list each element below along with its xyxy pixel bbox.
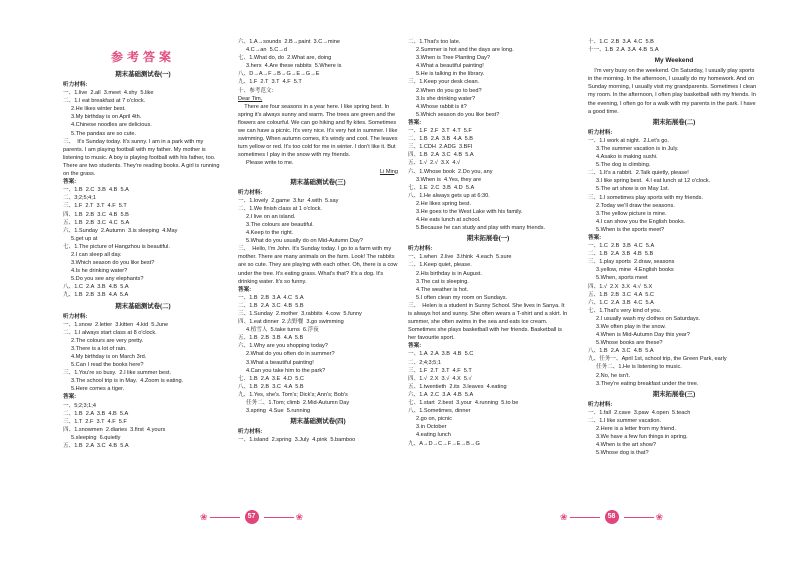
- answer-line: I'm very busy on the weekend. On Saturday, I usually play sports in the morning. In the afternoon, I usually do my homework. And on Sunday morning, I usually visit my grandparents. Sometimes I clean my room. In the afternoon, I often play basketball with my friends. In the evening, I often go for a walk with my parents in the park. I have a good time.: [588, 68, 758, 115]
- answer-line: 二、2;4;3;5;1: [408, 359, 441, 366]
- answer-line: 二、1.We finish class at 1 o'clock.: [238, 205, 322, 212]
- answer-line: 一、1.F 2.F 3.T 4.T 5.F: [408, 128, 472, 135]
- answer-line: 十一、1.B 2.A 3.A 4.B 5.A: [588, 47, 659, 54]
- answer-line: 九、任务一、April 1st, school trip, the Green Park, early: [588, 356, 727, 363]
- answer-line: 二、1.I eat breakfast at 7 o'clock.: [63, 98, 146, 105]
- answer-line: 七、1.That's very kind of you.: [588, 307, 662, 314]
- answer-line: 二、1.I always start class at 8 o'clock.: [63, 329, 157, 336]
- answer-line: 5.Whose dog is that?: [596, 450, 649, 457]
- section-title: 期末拓展卷(二): [652, 118, 696, 126]
- answer-line: 十、1.C 2.B 3.A 4.C 5.B: [588, 39, 654, 45]
- answer-line: 七、1.E 2.C 3.B 4.D 5.A: [408, 184, 475, 191]
- answer-line: 五、1.B 2.A 3.C 4.B 5.A: [63, 443, 129, 450]
- answer-line: 九、1.F 2.T 3.T 4.F 5.T: [238, 79, 302, 86]
- answer-line: 5.Do you see any elephants?: [71, 276, 144, 283]
- answer-line: 4.When is Mid-Autumn Day this year?: [596, 332, 690, 339]
- answer-line: 三、1.T 2.F 3.T 4.F 5.F: [63, 418, 127, 425]
- answer-line: 九、1.Yes, she's. Tom's; Dick's; Ann's; Bob's: [238, 391, 348, 398]
- answer-line: 八、1.Sometimes, dinner: [408, 408, 471, 415]
- answer-line: 4.Can you take him to the park?: [246, 367, 326, 374]
- answer-line: 4.Is he drinking water?: [71, 268, 128, 275]
- footer-right: [560, 510, 663, 524]
- answer-line: 七、1.The picture of Hangzhou is beautiful.: [63, 243, 170, 250]
- answer-line: 3.spring 4.Sue 5.running: [246, 408, 311, 415]
- answer-line: 3.The cat is sleeping.: [416, 278, 469, 285]
- answer-line: 3.Is she drinking water?: [416, 95, 476, 102]
- vine-decoration: [624, 517, 654, 518]
- subheading: 答案:: [588, 234, 602, 241]
- answer-line: 2.go on, picnic: [416, 416, 453, 423]
- page-title: 参考答案: [110, 50, 175, 64]
- answer-line: 3.hers 4.Are these rabbits 5.Where is: [246, 63, 342, 70]
- answer-line: 3.They're eating breakfast under the tree.: [596, 380, 699, 387]
- answer-line: 4.Whose rabbit is it?: [416, 103, 467, 110]
- answer-line: 3.He goes to the West Lake with his family.: [416, 208, 523, 215]
- answer-line: 5.When, sports meet: [596, 275, 648, 282]
- answer-line: 2.I can sleep all day.: [71, 251, 122, 258]
- answer-line: 2.I live on an island.: [246, 213, 296, 220]
- answer-line: 4.Chinese noodles are delicious.: [71, 122, 152, 129]
- answer-line: 二、3;2;5;4;1: [63, 195, 96, 202]
- answer-line: 一、1.lovely 2.game 3.fur 4.with 5.say: [238, 197, 339, 204]
- answer-line: 三、1.F 2.T 3.T 4.F 5.T: [408, 367, 472, 374]
- answer-line: 三、1.CDH 2.ADG 3.BFI: [408, 144, 473, 151]
- answer-line: 3.The colours are beautiful.: [246, 221, 314, 228]
- answer-line: 4.My birthday is on March 3rd.: [71, 354, 147, 360]
- essay-title: My Weekend: [654, 57, 694, 65]
- section-title: 期末基础测试卷(二): [115, 302, 171, 310]
- answer-line: 2.When do you go to bed?: [416, 87, 482, 94]
- answer-line: 3.We have a few fun things in spring.: [596, 434, 688, 441]
- answer-line: 一、1.fall 2.cave 3.paw 4.open 5.teach: [588, 409, 691, 416]
- answer-line: 5.The pandas are so cute.: [71, 130, 136, 137]
- answer-line: 六、1.A→sounds 2.B→paint 3.C→mine: [238, 39, 340, 45]
- answer-line: 5.get up at: [71, 235, 98, 242]
- answer-line: There are four seasons in a year here. I like spring best. In spring it's always sunny and warm. The trees are green and the flowers are colourful. We can go hiking and fly kites. Sometimes we can have a picnic. It's very nice. It's very hot in summer. I like swimming. When autumn comes, it's windy and cool. The leaves turn yellow or red. It's too cold for me in winter. I don't like it. But sometimes I play in the snow with my friends.: [238, 103, 400, 159]
- answer-line: 一、1.when 2.live 3.think 4.each 5.sure: [408, 254, 512, 261]
- answer-line: 一、1.I work at night. 2.Let's go.: [588, 137, 669, 144]
- subheading: 答案:: [63, 394, 77, 401]
- answer-line: 一、1.live 2.all 3.meet 4.shy 5.like: [63, 90, 154, 97]
- answer-line: 5.Whose books are these?: [596, 340, 663, 347]
- answer-line: 二、1.Keep quiet, please.: [408, 262, 472, 269]
- answer-line: 5.Can I read the books here?: [71, 362, 144, 369]
- answer-line: 七、1.start 2.best 3.your 4.running 5.to be: [408, 400, 519, 407]
- column-3: [408, 38, 568, 448]
- answer-line: 5.I often clean my room on Sundays.: [416, 294, 508, 301]
- answer-line: 五、1.B 2.B 3.C 4.C 5.A: [63, 219, 130, 226]
- answer-line: 5.The art show is on May 1st.: [596, 186, 670, 193]
- column-2: [238, 38, 398, 444]
- answer-line: 八、1.B 2.B 3.C 4.A 5.B: [238, 383, 304, 390]
- answer-line: 2.His birthday is in August.: [416, 270, 482, 277]
- answer-line: 四、1.B 2.B 3.C 4.B 5.B: [63, 211, 129, 218]
- answer-line: 二、1.B 2.A 3.B 4.B 5.B: [588, 251, 654, 258]
- page-number-right: 58: [605, 510, 619, 524]
- answer-line: 2.Here is a letter from my friend.: [596, 426, 676, 433]
- answer-line: 5.sleeping 6.quietly: [71, 434, 121, 441]
- answer-line: 2.The colours are very pretty.: [71, 337, 144, 344]
- answer-line: 3.in October: [416, 424, 447, 431]
- answer-line: 3.There is a lot of rain.: [71, 345, 127, 352]
- answer-line: 3.When is 4.Yes, they are: [416, 176, 482, 183]
- answer-line: 二、1.It's a rabbit. 2.Talk quietly, please!: [588, 170, 689, 177]
- flower-icon: ❀: [655, 512, 664, 522]
- answer-line: 一、1.B 2.C 3.B 4.B 5.A: [63, 187, 129, 194]
- answer-line: 4.eating lunch: [416, 432, 451, 439]
- answer-line: 一、1.B 2.B 3.A 4.C 5.A: [238, 294, 304, 301]
- answer-line: 3.When is Tree Planting Day?: [416, 55, 490, 62]
- answer-line: 一、5;2;3;1;4: [63, 402, 96, 409]
- vine-decoration: [264, 517, 294, 518]
- footer-left: [200, 510, 303, 524]
- answer-line: 二、1.I like summer vacation.: [588, 417, 662, 424]
- subheading: 听力材料:: [588, 401, 613, 408]
- subheading: 听力材料:: [588, 129, 613, 136]
- answer-line: 一、1.island 2.spring 3.July 4.pink 5.bamboo: [238, 437, 356, 444]
- answer-line: 九、1.B 2.B 3.B 4.A 5.A: [63, 292, 129, 299]
- answer-line: 3.The summer vacation is in July.: [596, 145, 679, 152]
- flower-icon: ❀: [560, 512, 568, 522]
- answer-line: 3.yellow, mine 4.English books: [596, 267, 674, 274]
- answer-line: 四、1.eat dinner 2.去野餐 3.go swimming: [238, 319, 344, 326]
- answer-line: 2.What do you often do in summer?: [246, 351, 335, 358]
- subheading: 答案:: [63, 179, 77, 186]
- answer-line: 三、1.You're so busy. 2.I like summer best.: [63, 370, 172, 377]
- answer-line: 4.C→an 5.C→d: [246, 47, 288, 54]
- subheading: 听力材料:: [238, 429, 263, 436]
- subheading: 答案:: [238, 286, 252, 293]
- answer-line: 2.I usually wash my clothes on Saturdays.: [596, 315, 701, 322]
- answer-line: 四、1.√ 2.X 3.X 4.√ 5.X: [588, 283, 653, 290]
- section-title: 期末拓展卷(一): [466, 235, 510, 243]
- answer-line: 四、1.B 2.A 3.C 4.B 5.A: [408, 152, 474, 159]
- answer-line: 六、1.Whose book 2.Do you, any: [408, 168, 493, 175]
- answer-line: 三、1.I sometimes play sports with my friends.: [588, 194, 704, 201]
- answer-line: 六、1.Sunday 2.Autumn 3.is sleeping 4.May: [63, 227, 178, 234]
- answer-line: 4.Keep to the right.: [246, 230, 294, 237]
- answer-line: 3.The yellow picture is mine.: [596, 210, 667, 217]
- answer-line: 五、1.√ 2.√ 3.X 4.√: [408, 160, 461, 167]
- subheading: 答案:: [408, 343, 422, 350]
- section-title: 期末基础测试卷(四): [290, 418, 346, 426]
- answer-line: 3.My birthday is on April 4th.: [71, 114, 142, 121]
- answer-line: 3.The school trip is in May. 4.Zoom is eating.: [71, 378, 184, 385]
- answer-line: 五、1.twentieth 2.its 3.leaves 4.eating: [408, 383, 507, 390]
- page-number-left: 57: [245, 510, 259, 524]
- answer-line: 4.植雪人 5.take turns 6.浮夜: [246, 327, 319, 334]
- answer-line: 任务二、1.He is listening to music.: [596, 364, 682, 371]
- answer-line: 五、1.B 2.B 3.B 4.A 5.B: [238, 335, 304, 342]
- answer-line: 二、1.B 2.A 3.B 4.B 5.A: [63, 410, 129, 417]
- section-title: 期末拓展卷(三): [652, 390, 696, 398]
- answer-line: 任务二、1.Tom; climb 2.Mid-Autumn Day: [246, 400, 350, 407]
- answer-line: 3.We often play in the snow.: [596, 324, 666, 330]
- subheading: 听力材料:: [408, 246, 433, 253]
- answer-line: 5.Which season do you like best?: [416, 111, 500, 118]
- answer-line: 2.He likes spring best.: [416, 200, 472, 207]
- answer-line: Please write to me.: [246, 160, 294, 167]
- answer-line: 5.He is talking in the library.: [416, 71, 485, 78]
- answer-line: 七、1.B 2.A 3.E 4.D 5.C: [238, 375, 304, 382]
- answer-line: 五、1.B 2.B 3.C 4.A 5.C: [588, 291, 654, 298]
- answer-line: 3.Which season do you like best?: [71, 260, 155, 267]
- column-1: [63, 38, 223, 450]
- answer-line: 三、 Hello, I'm John. It's Sunday today. I go to a farm with my mother. There are many animals on the farm. Look! The rabbits are so cute. They are playing with each other. Oh, there is a cow under the tree. It's eating grass. What's that? It's a dog. It's drinking water. It's so funny.: [238, 246, 399, 285]
- answer-line: 一、1.A 2.A 3.B 4.B 5.C: [408, 351, 474, 358]
- flower-icon: ❀: [295, 512, 304, 522]
- flower-icon: ❀: [200, 512, 208, 522]
- answer-line: 三、1.Sunday 2.mother 3.rabbits 4.cow 5.funny: [238, 311, 362, 317]
- vine-decoration: [210, 517, 240, 518]
- subheading: 听力材料:: [63, 82, 88, 88]
- answer-line: 三、 It's Sunday today. It's sunny. I am in a park with my parents. I am playing football with my father. My mother is listening to music. A boy is playing football with his father, too. There are two students. They're reading books. A girl is running on the grass.: [63, 138, 221, 178]
- answer-line: 5.When is the sports meet?: [596, 226, 665, 233]
- section-title: 期末基础测试卷(三): [290, 178, 346, 186]
- answer-line: 六、1.C 2.A 3.B 4.C 5.A: [588, 299, 654, 306]
- answer-line: 4.When is the art show?: [596, 442, 657, 449]
- answer-line: 4.Asako is making sushi.: [596, 154, 658, 161]
- answer-line: 七、1.What do, do 2.What are, doing: [238, 55, 332, 62]
- answer-line: 六、1.Why are you shopping today?: [238, 343, 328, 350]
- answer-line: 八、1.He always gets up at 6:30.: [408, 192, 490, 199]
- answer-line: 三、1.Keep your desk clean.: [408, 79, 480, 86]
- answer-line: 3.What a beautiful painting!: [246, 359, 314, 366]
- answer-line: 5.Because he can study and play with many friends.: [416, 225, 546, 232]
- answer-line: 四、1.snowmen 2.diaries 3.first 4.yours: [63, 426, 166, 433]
- answer-line: 六、1.A 2.C 3.A 4.B 5.A: [408, 391, 474, 398]
- answer-line: 四、1.√ 2.X 3.√ 4.X 5.√: [408, 375, 472, 382]
- subheading: 听力材料:: [63, 313, 88, 320]
- answer-line: 九、A→D→C→F→E→B→G: [408, 440, 480, 447]
- answer-line: 4.I can show you the English books.: [596, 218, 686, 225]
- answer-line: 二、1.B 2.A 3.B 4.A 5.B: [408, 136, 473, 143]
- answer-line: 2.Today we'll draw the seasons.: [596, 202, 675, 209]
- answer-line: 5.The dog is climbing.: [596, 162, 651, 169]
- vine-decoration: [570, 517, 600, 518]
- letter-signature: Li Ming: [379, 168, 398, 175]
- answer-line: 4.He eats lunch at school.: [416, 217, 481, 224]
- answer-line: 3.I like spring best. 4.I eat lunch at 12 o'clock.: [596, 178, 711, 185]
- answer-line: 一、1.snow 2.letter 3.kitten 4.kid 5.June: [63, 321, 169, 328]
- answer-line: 八、1.C 2.A 3.B 4.B 5.A: [63, 284, 129, 291]
- answer-line: 三、1.F 2.T 3.T 4.F 5.T: [63, 203, 127, 210]
- answer-line: 八、1.B 2.A 3.C 4.B 5.A: [588, 348, 654, 355]
- answer-line: 2.No, he isn't.: [596, 372, 631, 379]
- answer-line: 二、1.That's too late.: [408, 39, 461, 45]
- answer-line: 十、参考范文:: [238, 87, 274, 94]
- answer-line: 2.Summer is hot and the days are long.: [416, 47, 514, 54]
- answer-line: 4.What a beautiful painting!: [416, 63, 484, 70]
- answer-line: 二、1.B 2.A 3.C 4.B 5.B: [238, 302, 304, 309]
- column-4: [588, 38, 760, 457]
- answer-line: 三、 Helen is a student in Sunny School. She lives in Sanya. It is always hot and sunny. She often wears a T-shirt and a skirt. In summer, she often swims in the sea and eats ice cream. Sometimes she plays basketball with her friends. Basketball is her favourite sport.: [408, 302, 569, 342]
- subheading: 答案:: [408, 119, 422, 126]
- answer-line: 八、D→A→F→B→G→E→G→E: [238, 71, 320, 78]
- subheading: 听力材料:: [238, 189, 263, 196]
- answer-line: 2.He likes winter best.: [71, 106, 126, 113]
- answer-line: 三、1.play sports 2.draw, seasons: [588, 259, 675, 266]
- answer-line: 4.The weather is hot.: [416, 286, 469, 293]
- letter-greeting: Dear Tim,: [238, 95, 263, 102]
- answer-line: 5.What do you usually do on Mid-Autumn Day?: [246, 238, 363, 245]
- answer-line: 一、1.C 2.B 3.B 4.C 5.A: [588, 243, 655, 250]
- answer-line: 5.Here comes a tiger.: [71, 386, 125, 393]
- section-title: 期末基础测试卷(一): [115, 71, 171, 78]
